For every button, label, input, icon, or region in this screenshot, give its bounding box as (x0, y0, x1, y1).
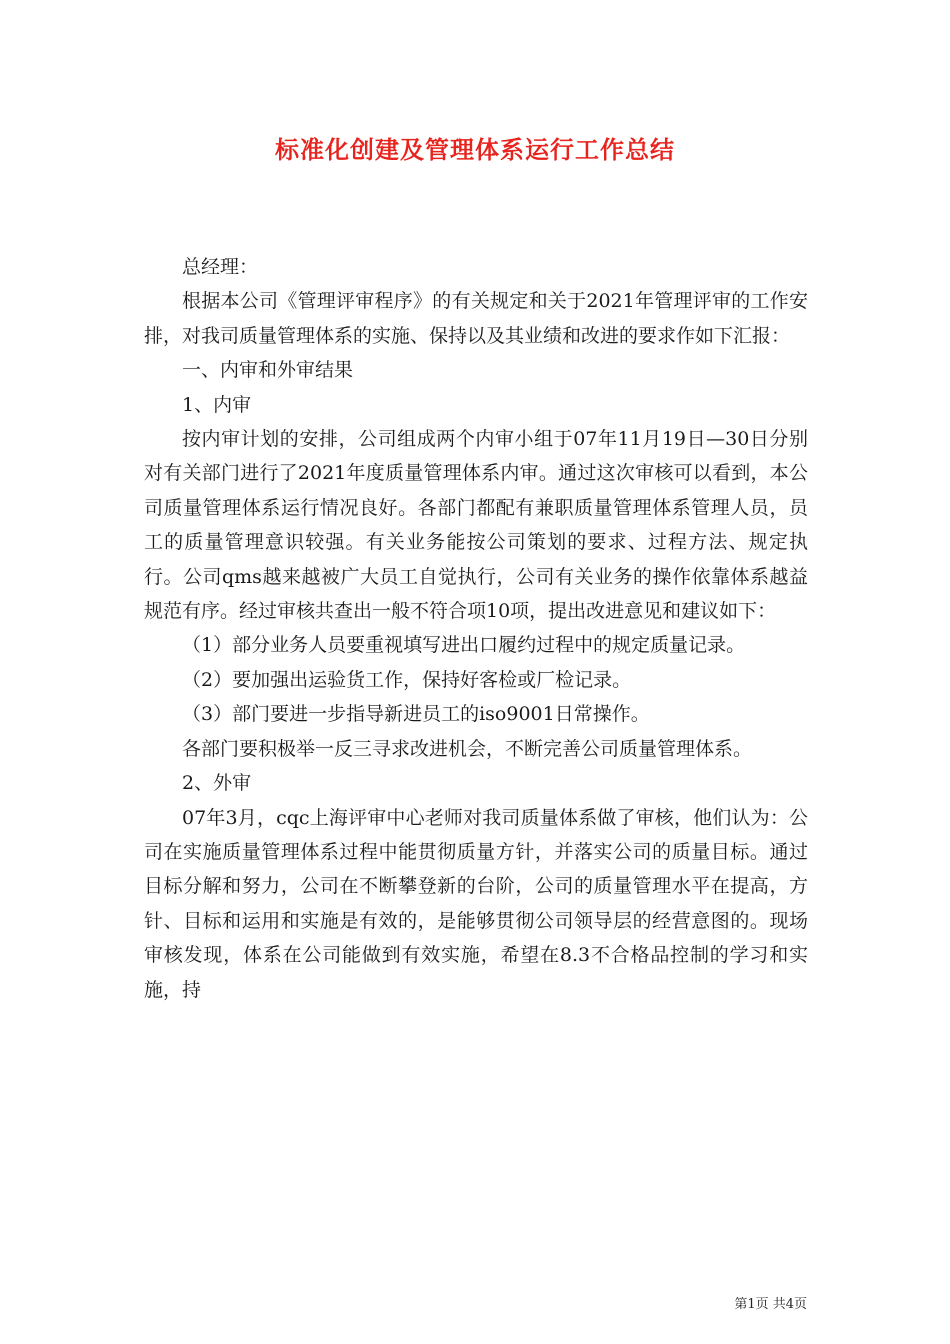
list-item-suggestion-1: （1）部分业务人员要重视填写进出口履约过程中的规定质量记录。 (182, 634, 746, 657)
subsection-heading-external-audit: 2、外审 (182, 772, 252, 795)
document-body (144, 250, 808, 1007)
paragraph-intro: 根据本公司《管理评审程序》的有关规定和关于2021年管理评审的工作安排，对我司质量管理体系的实施、保持以及其业绩和改进的要求作如下汇报： (144, 290, 808, 347)
document-title: 标准化创建及管理体系运行工作总结 (275, 135, 675, 164)
list-item-suggestion-2: （2）要加强出运验货工作，保持好客检或厂检记录。 (182, 668, 632, 691)
paragraph-improvement: 各部门要积极举一反三寻求改进机会，不断完善公司质量管理体系。 (182, 737, 753, 760)
page-number: 第1页 共4页 (734, 1297, 807, 1312)
paragraph-internal-audit: 按内审计划的安排，公司组成两个内审小组于07年11月19日—30日分别对有关部门进行了2021年度质量管理体系内审。通过这次审核可以看到，本公司质量管理体系运行情况良好。各部门都配有兼职质量管理体系管理人员，员工的质量管理意识较强。有关业务能按公司策划的要求、过程方法、规定执行。公司qms越来越被广大员工自觉执行，公司有关业务的操作依靠体系越益规范有序。经过审核共查出一般不符合项10项，提出改进意见和建议如下： (144, 428, 808, 623)
salutation: 总经理： (182, 256, 259, 278)
section-heading-audit-results: 一、内审和外审结果 (182, 359, 354, 382)
list-item-suggestion-3: （3）部门要进一步指导新进员工的iso9001日常操作。 (182, 703, 650, 726)
subsection-heading-internal-audit: 1、内审 (182, 393, 252, 416)
paragraph-external-audit: 07年3月，cqc上海评审中心老师对我司质量体系做了审核，他们认为：公司在实施质量管理体系过程中能贯彻质量方针，并落实公司的质量目标。通过目标分解和努力，公司在不断攀登新的台阶，公司的质量管理水平在提高，方针、目标和运用和实施是有效的，是能够贯彻公司领导层的经营意图的。现场审核发现，体系在公司能做到有效实施，希望在8.3不合格品控制的学习和实施，持 (144, 806, 808, 1001)
